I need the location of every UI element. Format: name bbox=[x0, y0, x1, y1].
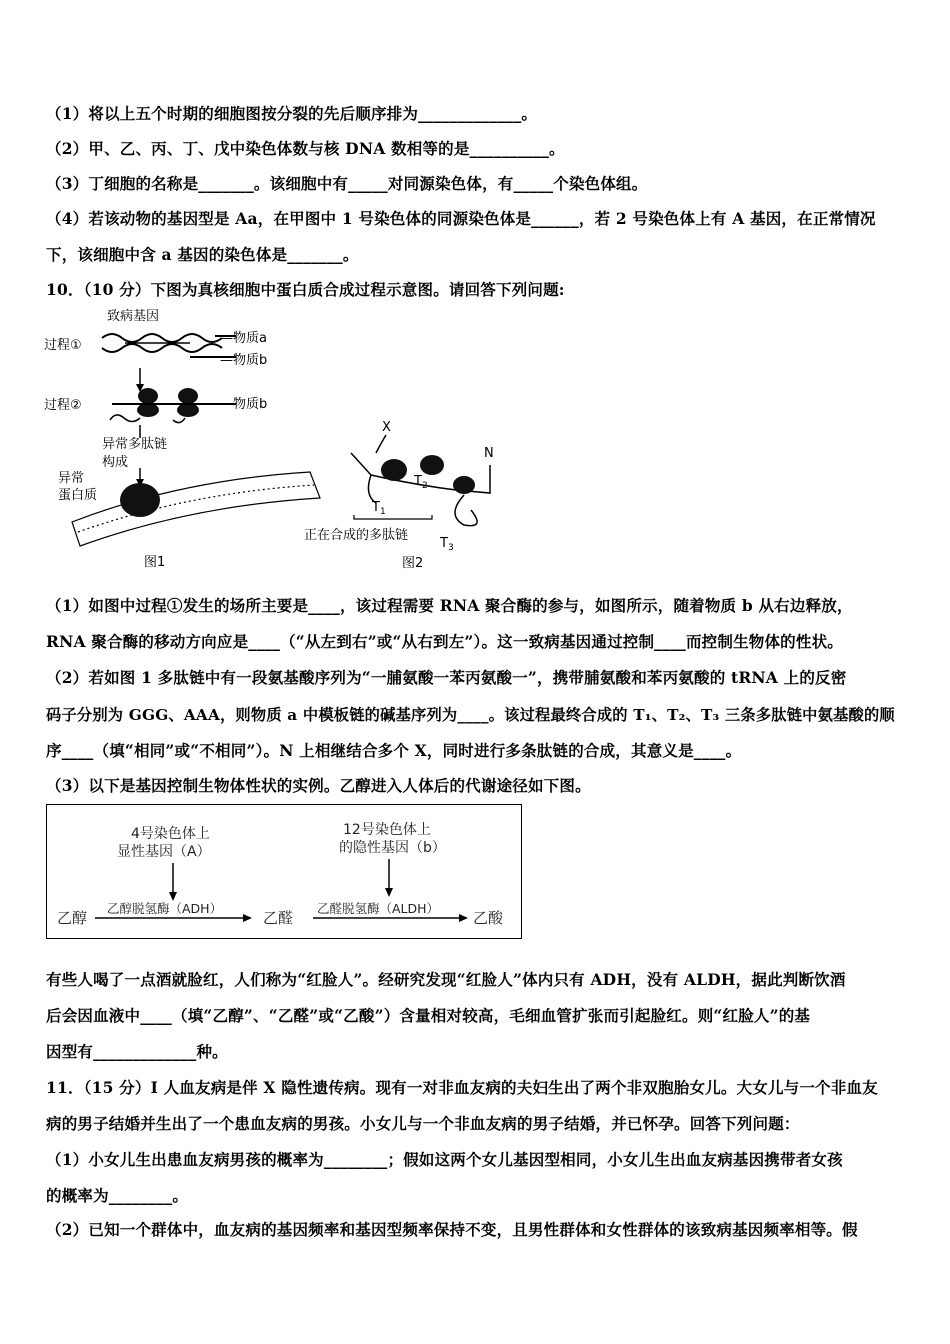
q10-header: 10．（10 分）下图为真核细胞中蛋白质合成过程示意图。请回答下列问题: bbox=[46, 280, 565, 299]
abnormal-protein-label-2: 蛋白质 bbox=[58, 488, 98, 503]
x-label: X bbox=[382, 420, 391, 435]
ribosomes bbox=[381, 455, 475, 494]
q11-header-2: 病的男子结婚并生出了一个患血友病的男孩。小女儿与一个非血友病的男子结婚，并已怀孕。回答下列问题： bbox=[46, 1114, 800, 1133]
gene-label: 致病基因 bbox=[107, 309, 160, 324]
figure-2-caption: 图2 bbox=[402, 556, 424, 571]
gene-a-line1: 4号染色体上 bbox=[131, 826, 210, 842]
q9-line-4a: （4）若该动物的基因型是 Aa，在甲图中 1 号染色体的同源染色体是______，若 2 号染色体上有 A 基因，在正常情况 bbox=[46, 209, 876, 228]
ethanol-label: 乙醇 bbox=[57, 909, 88, 927]
q9-line-4b: 下，该细胞中含 a 基因的染色体是_______。 bbox=[46, 245, 359, 264]
dna-double-helix bbox=[102, 334, 222, 352]
q10-p3: （3）以下是基因控制生物体性状的实例。乙醇进入人体后的代谢途径如下图。 bbox=[46, 776, 591, 795]
gene-a-line2: 显性基因（A） bbox=[117, 844, 211, 860]
acetic-acid-label: 乙酸 bbox=[473, 909, 504, 927]
figure-1-protein-synthesis bbox=[40, 300, 340, 575]
q10-p1a: （1）如图中过程①发生的场所主要是____，该过程需要 RNA 聚合酶的参与，如图所示，随着物质 b 从右边释放， bbox=[46, 596, 853, 615]
adh-label: 乙醇脱氢酶（ADH） bbox=[107, 901, 223, 916]
gene-b-line1: 12号染色体上 bbox=[343, 822, 431, 838]
q11-s2: （2）已知一个群体中，血友病的基因频率和基因型频率保持不变，且男性群体和女性群体的该致病基因频率相等。假 bbox=[46, 1220, 858, 1239]
q11-s1a: （1）小女儿生出患血友病男孩的概率为________；假如这两个女儿基因型相同，小女儿生出血友病基因携带者女孩 bbox=[46, 1150, 843, 1169]
q10-p2b: 码子分别为 GGG、AAA，则物质 a 中模板链的碱基序列为____。该过程最终合成的 T₁、T₂、T₃ 三条多肽链中氨基酸的顺 bbox=[46, 706, 895, 724]
process-1-label: 过程① bbox=[44, 338, 82, 353]
ribosome-group bbox=[137, 388, 199, 417]
t1-label: $T_1$ bbox=[372, 500, 386, 517]
t3-label: $T_3$ bbox=[440, 536, 454, 553]
q10-p4a: 有些人喝了一点酒就脸红，人们称为“红脸人”。经研究发现“红脸人”体内只有 ADH，没有 ALDH，据此判断饮酒 bbox=[46, 970, 846, 989]
q10-p4b: 后会因血液中____（填“乙醇”、“乙醛”或“乙酸”）含量相对较高，毛细血管扩张而引起脸红。则“红脸人”的基 bbox=[46, 1006, 811, 1025]
growing-chain-label: 正在合成的多肽链 bbox=[304, 528, 409, 543]
q10-p4c: 因型有_____________种。 bbox=[46, 1042, 228, 1061]
substance-b-label: —物质b bbox=[220, 353, 268, 368]
aldh-label: 乙醛脱氢酶（ALDH） bbox=[317, 901, 440, 916]
substance-b2-label: —物质b bbox=[220, 397, 268, 412]
figure-2-polysome bbox=[296, 415, 516, 575]
q10-p1b: RNA 聚合酶的移动方向应是____（“从左到右”或“从右到左”）。这一致病基因通过控制____而控制生物体的性状。 bbox=[46, 632, 843, 651]
t2-label: $T_2$ bbox=[414, 474, 428, 491]
q9-line-3: （3）丁细胞的名称是_______。该细胞中有_____对同源染色体，有_____个染色体组。 bbox=[46, 174, 648, 193]
figure-1-caption: 图1 bbox=[144, 555, 166, 570]
abnormal-chain-label: 异常多肽链 bbox=[102, 437, 168, 452]
q10-p2c: 序____（填“相同”或“不相同”）。N 上相继结合多个 X，同时进行多条肽链的合成，其意义是____。 bbox=[46, 741, 742, 760]
q10-p2a: （2）若如图 1 多肽链中有一段氨基酸序列为“一脯氨酸一苯丙氨酸一”，携带脯氨酸和苯丙氨酸的 tRNA 上的反密 bbox=[46, 668, 847, 687]
q11-s1b: 的概率为________。 bbox=[46, 1186, 189, 1205]
process-2-label: 过程② bbox=[44, 398, 82, 413]
abnormal-protein-label: 异常 bbox=[58, 471, 85, 486]
acetaldehyde-label: 乙醛 bbox=[263, 909, 294, 927]
q11-header-1: 11．（15 分）I 人血友病是伴 X 隐性遗传病。现有一对非血友病的夫妇生出了两个非双胞胎女儿。大女儿与一个非血友 bbox=[46, 1078, 878, 1097]
alcohol-metabolism-diagram bbox=[46, 804, 522, 939]
abnormal-protein-blob bbox=[120, 483, 160, 517]
q9-line-2: （2）甲、乙、丙、丁、戊中染色体数与核 DNA 数相等的是__________。 bbox=[46, 139, 565, 158]
gene-b-line2: 的隐性基因（b） bbox=[339, 840, 446, 856]
n-label: N bbox=[484, 446, 494, 461]
substance-a-label: —物质a bbox=[220, 331, 267, 346]
cell-membrane bbox=[72, 472, 320, 546]
q9-line-1: （1）将以上五个时期的细胞图按分裂的先后顺序排为_____________。 bbox=[46, 104, 538, 123]
abnormal-chain-label-2: 构成 bbox=[102, 455, 129, 470]
